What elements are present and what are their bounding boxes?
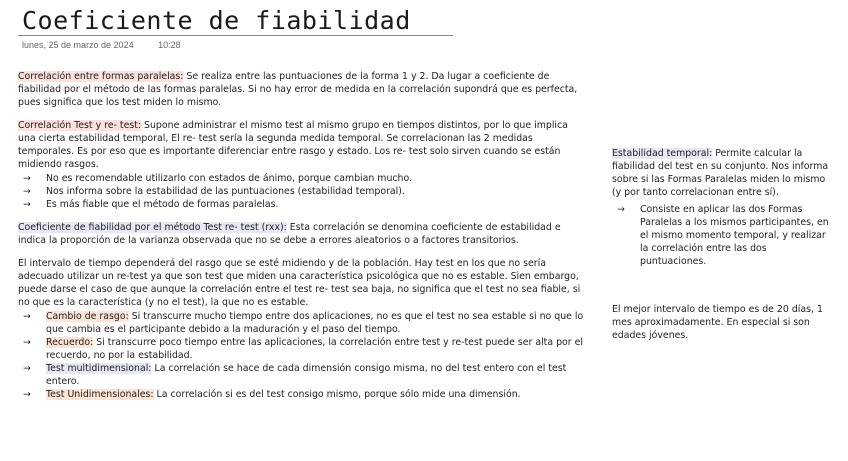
paragraph-intervalo: El intervalo de tiempo dependerá del rasgo que se esté midiendo y de la población. Hay test en los que no sería adecuado utilizar un re-test ya que son test que miden una característica psicológica que no es estable. Sien embargo, puede darse el caso de que aunque la correlación entre el test re- test sea baja, no significa que el test no sea fiable, si no que es la característica (y no el test), la que no es estable. [18,258,581,308]
list-estabilidad-temporal [612,203,834,268]
page-date: lunes, 25 de marzo de 2024 [22,40,134,50]
text-cambio-rasgo: Si transcurre mucho tiempo entre dos aplicaciones, no es que el test no sea estable si no que lo que cambia es el participante debido a la maduración y el paso del tiempo. [46,311,584,335]
list-item [18,310,586,336]
term-recuerdo: Recuerdo: [46,337,94,348]
list-test-retest [18,172,586,211]
list-item [18,336,586,362]
text-recuerdo: Si transcurre poco tiempo entre las aplicaciones, la correlación entre test y re-test puede ser alta por el recuerdo, no por la estabilidad. [46,337,583,361]
text-coeficiente-rxx: Esta correlación se denomina coeficiente de estabilidad e indica la proporción de la varianza observada que no se debe a errores aleatorios o a factores transitorios. [18,222,561,246]
term-formas-paralelas: Correlación entre formas paralelas: [18,71,184,82]
term-estabilidad-temporal: Estabilidad temporal: [612,148,713,159]
term-test-retest: Correlación Test y re- test: [18,120,142,131]
main-note-column [18,70,586,411]
list-item [18,362,586,388]
paragraph-estabilidad-temporal [612,147,834,199]
term-test-multidimensional: Test multidimensional: [46,363,152,374]
paragraph-test-retest [18,119,586,171]
text-test-multidimensional: La correlación se hace de cada dimensión consigo misma, no del test entero con el test entero. [46,363,567,387]
list-item: → Consiste en aplicar las dos Formas Paralelas a los mismos participantes, en el mismo momento temporal, y realizar la correlación entre las dos puntuaciones. [612,203,834,268]
list-item: → Nos informa sobre la estabilidad de las puntuaciones (estabilidad temporal). [18,185,586,198]
term-cambio-rasgo: Cambio de rasgo: [46,311,129,322]
term-coeficiente-rxx: Coeficiente de fiabilidad por el método Test re- test (rxx): [18,222,287,233]
page-time: 10:28 [158,40,181,50]
list-item: → Es más fiable que el método de formas paralelas. [18,198,586,211]
list-item: → No es recomendable utilizarlo con estados de ánimo, porque cambian mucho. [18,172,586,185]
paragraph-coeficiente-rxx [18,221,586,247]
paragraph-formas-paralelas [18,70,586,109]
text-estabilidad-temporal: Permite calcular la fiabilidad del test en su conjunto. Nos informa sobre si las Formas Paralelas miden lo mismo (y por tanto correlacionan entre sí). [612,148,829,198]
list-item [18,388,586,401]
term-test-unidimensionales: Test Unidimensionales: [46,389,154,400]
title-divider [18,35,453,36]
text-test-unidimensionales: La correlación si es del test consigo mismo, porque sólo mide una dimensión. [153,389,521,400]
page-metadata [22,40,181,50]
side-note-column [612,147,834,346]
text-test-retest: Supone administrar el mismo test al mismo grupo en tiempos distintos, por lo que implica una cierta estabilidad temporal, El re- test sería la segunda medida temporal. Se correlacionan las 2 medidas temporales. Es por eso que es importante diferenciar entre rasgo y estado. Los re- test solo sirven cuando se están midiendo rasgos. [18,120,568,170]
list-intervalo [18,310,586,401]
page-title: Coeficiente de fiabilidad [22,6,411,35]
text-formas-paralelas: Se realiza entre las puntuaciones de la forma 1 y 2. Da lugar a coeficiente de fiabilidad por el método de las formas paralelas. Si no hay error de medida en la correlación supondrá que es perfecta, pues significa que los test miden lo mismo. [18,71,578,108]
paragraph-mejor-intervalo: El mejor intervalo de tiempo es de 20 días, 1 mes aproximadamente. En especial si son edades jóvenes. [612,304,823,341]
